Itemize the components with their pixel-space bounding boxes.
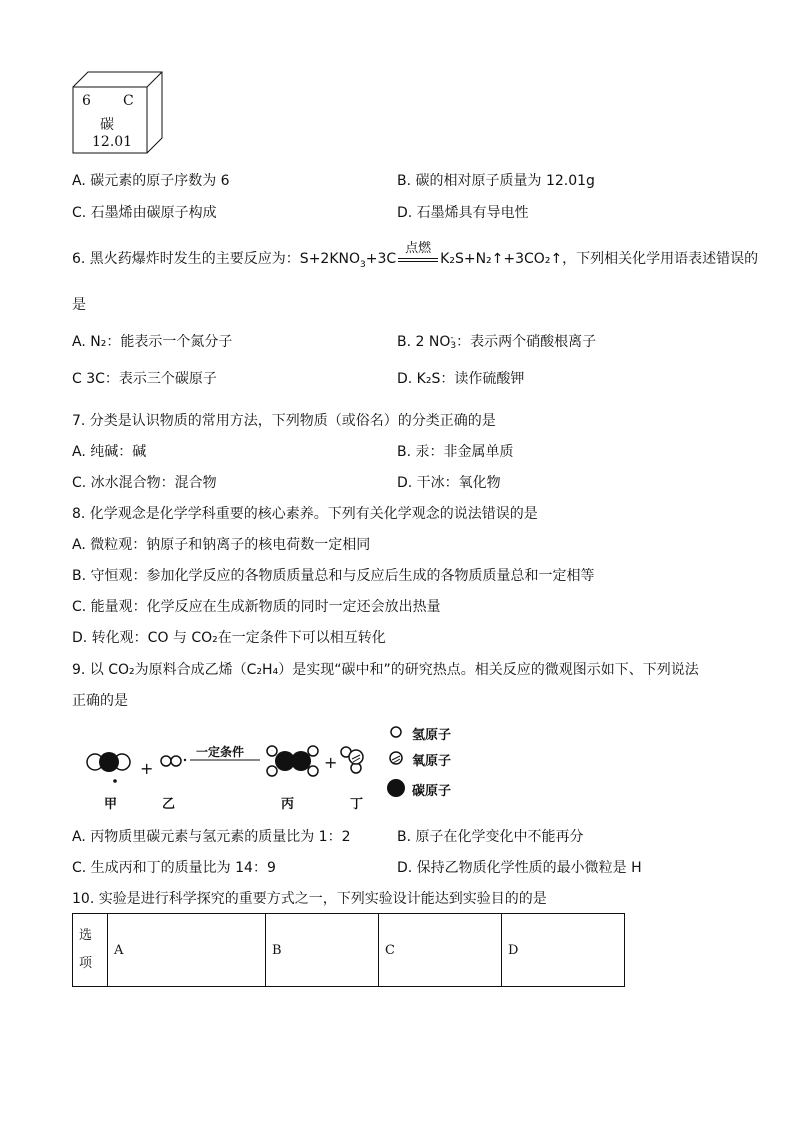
diagram-plus-1: +	[140, 759, 154, 778]
molecule-jia	[87, 752, 130, 783]
element-symbol: C	[123, 93, 134, 109]
legend-hydrogen-icon	[391, 727, 401, 737]
q9-option-c: C. 生成丙和丁的质量比为 14：9	[72, 860, 276, 876]
q8-option-c: C. 能量观：化学反应在生成新物质的同时一定还会放出热量	[72, 599, 441, 615]
q6-option-c: C 3C：表示三个碳原子	[72, 371, 217, 387]
q6-sub-3: 3	[360, 259, 366, 270]
legend-oxygen-label: 氧原子	[412, 754, 452, 769]
experiment-table	[72, 913, 625, 987]
q5-option-d: D. 石墨烯具有导电性	[397, 205, 529, 221]
q5-option-a: A. 碳元素的原子序数为 6	[72, 173, 230, 189]
q7-stem: 7. 分类是认识物质的常用方法，下列物质（或俗名）的分类正确的是	[72, 413, 496, 429]
diagram-label-yi: 乙	[162, 797, 176, 812]
q8-option-b: B. 守恒观：参加化学反应的各物质质量总和与反应后生成的各物质质量总和一定相等	[72, 568, 595, 584]
table-header-option-text: 选项	[79, 928, 93, 971]
q6-stem-end: 是	[72, 297, 86, 313]
q9-option-a: A. 丙物质里碳元素与氢元素的质量比为 1：2	[72, 829, 351, 845]
table-header-c: C	[379, 914, 502, 987]
q6-option-b	[397, 332, 596, 352]
q6-stem-prefix: 6. 黑火药爆炸时发生的主要反应为：S+2KNO	[72, 251, 361, 267]
q9-stem-2: 正确的是	[72, 693, 128, 709]
table-row	[73, 914, 625, 987]
q7-option-c: C. 冰水混合物：混合物	[72, 475, 217, 491]
atomic-number: 6	[82, 93, 91, 109]
q7-option-a: A. 纯碱：碱	[72, 444, 147, 460]
legend-carbon-icon	[387, 779, 405, 797]
q7-option-d: D. 干冰：氧化物	[397, 475, 501, 491]
q9-stem-1: 9. 以 CO₂为原料合成乙烯（C₂H₄）是实现“碳中和”的研究热点。相关反应的微观图示如下、下列说法	[72, 662, 699, 678]
reaction-diagram	[80, 720, 480, 810]
element-name: 碳	[100, 117, 114, 133]
q6-option-a: A. N₂：能表示一个氮分子	[72, 334, 233, 350]
diagram-plus-2: +	[324, 753, 338, 772]
q6-condition-label: 点燃	[405, 241, 432, 256]
q9-option-b: B. 原子在化学变化中不能再分	[397, 829, 584, 845]
q6-ion-charge: - 3	[450, 333, 457, 351]
q6-stem	[72, 241, 759, 270]
molecule-yi	[161, 756, 186, 766]
q7-option-b: B. 汞：非金属单质	[397, 444, 514, 460]
atomic-mass: 12.01	[92, 134, 133, 150]
q6-option-b-label: B. 2 NO	[397, 334, 451, 350]
q8-stem: 8. 化学观念是化学学科重要的核心素养。下列有关化学观念的说法错误的是	[72, 506, 538, 522]
diagram-label-jia: 甲	[104, 797, 118, 812]
diagram-label-bing: 丙	[281, 797, 295, 812]
table-header-d: D	[502, 914, 625, 987]
legend-hydrogen-label: 氢原子	[412, 728, 452, 743]
q6-condition-arrow	[396, 241, 440, 269]
table-header-b: B	[266, 914, 379, 987]
diagram-label-ding: 丁	[350, 797, 364, 812]
q6-stem-products: K₂S+N₂↑+3CO₂↑，下列相关化学用语表述错误的	[440, 251, 759, 267]
q6-stem-reactant: +3C	[365, 251, 397, 267]
legend-oxygen-icon	[390, 752, 402, 764]
q9-option-d: D. 保持乙物质化学性质的最小微粒是 H	[397, 860, 642, 876]
diagram-condition: 一定条件	[196, 745, 245, 759]
q5-option-b: B. 碳的相对原子质量为 12.01g	[397, 173, 595, 189]
q8-option-a: A. 微粒观：钠原子和钠离子的核电荷数一定相同	[72, 537, 371, 553]
table-header-option	[73, 914, 108, 987]
molecule-ding	[341, 747, 363, 773]
q10-stem: 10. 实验是进行科学探究的重要方式之一，下列实验设计能达到实验目的的是	[72, 891, 547, 907]
element-box	[72, 70, 164, 154]
q6-option-d: D. K₂S：读作硫酸钾	[397, 371, 525, 387]
molecule-bing	[267, 746, 318, 776]
table-header-a: A	[108, 914, 266, 987]
q6-option-b-text: ：表示两个硝酸根离子	[456, 334, 597, 350]
q8-option-d: D. 转化观：CO 与 CO₂在一定条件下可以相互转化	[72, 630, 386, 646]
q5-option-c: C. 石墨烯由碳原子构成	[72, 205, 217, 221]
legend-carbon-label: 碳原子	[412, 784, 452, 799]
